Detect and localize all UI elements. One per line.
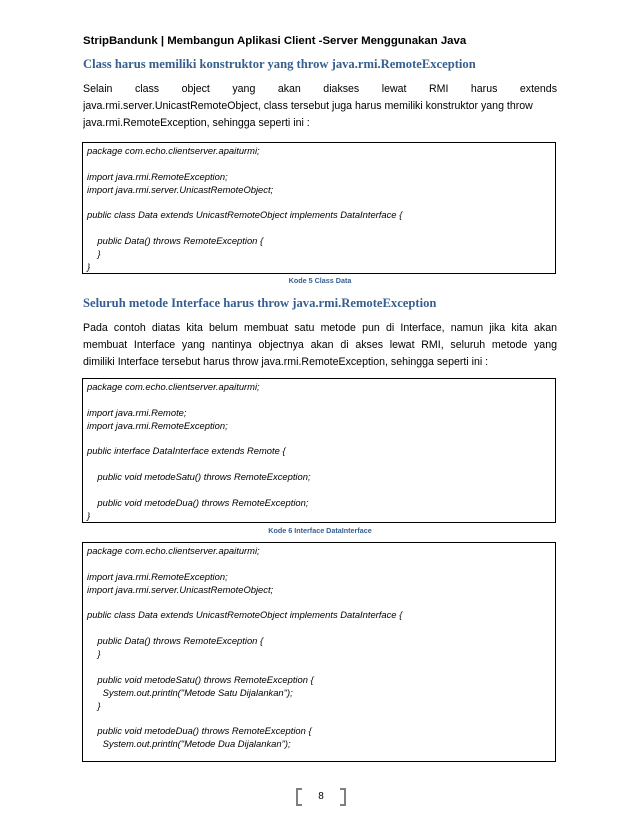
paragraph-line: Selain class object yang akan diakses lewat RMI harus extends [83, 83, 557, 95]
code-line [87, 713, 551, 726]
code-block-class-data [82, 142, 556, 274]
code-line [87, 222, 551, 235]
page-number-value: 8 [318, 791, 324, 802]
paragraph-interface [83, 320, 557, 371]
code-line: public Data() throws RemoteException { [87, 235, 264, 247]
paragraph-constructor [83, 81, 557, 132]
code-line: public class Data extends UnicastRemoteObject implements DataInterface { [87, 609, 403, 621]
page-header: StripBandunk | Membangun Aplikasi Client -Server Menggunakan Java [83, 35, 467, 47]
code-line [87, 622, 551, 635]
code-line [87, 197, 551, 210]
code-line [87, 394, 551, 407]
code-line: } [87, 699, 101, 711]
code-line: package com.echo.clientserver.apaiturmi; [87, 381, 260, 392]
code-block-class-data-full [82, 542, 556, 762]
code-line: public interface DataInterface extends Remote { [87, 445, 286, 457]
code-line: package com.echo.clientserver.apaiturmi; [87, 145, 260, 156]
code-line: public Data() throws RemoteException { [87, 635, 264, 647]
code-line: import java.rmi.server.UnicastRemoteObject; [87, 183, 274, 195]
code-block-data-interface [82, 378, 556, 523]
paragraph-line: membuat Interface yang nantinya objectnya akan di akses lewat RMI, seluruh metode yang [83, 339, 557, 351]
code-line [87, 433, 551, 446]
code-line: System.out.println("Metode Dua Dijalankan"); [87, 738, 291, 750]
code-line: public void metodeDua() throws RemoteException; [87, 497, 309, 509]
code-line: public class Data extends UnicastRemoteObject implements DataInterface { [87, 209, 403, 221]
code-line: package com.echo.clientserver.apaiturmi; [87, 545, 260, 556]
section-heading-interface: Seluruh metode Interface harus throw java.rmi.RemoteException [83, 296, 437, 310]
code-line [87, 458, 551, 471]
paragraph-line: dimiliki Interface tersebut harus throw java.rmi.RemoteException, sehingga seperti ini : [83, 356, 489, 368]
code-line: public void metodeSatu() throws RemoteException { [87, 673, 314, 685]
code-line: } [87, 248, 101, 260]
code-line: } [87, 509, 91, 521]
section-heading-constructor: Class harus memiliki konstruktor yang throw java.rmi.RemoteException [83, 57, 476, 71]
code-line: } [87, 648, 101, 660]
code-line [87, 661, 551, 674]
code-line [87, 597, 551, 610]
right-bracket-icon [340, 788, 346, 806]
code-line: import java.rmi.Remote; [87, 406, 187, 418]
code-line: public void metodeDua() throws RemoteException { [87, 725, 312, 737]
paragraph-line: java.rmi.server.UnicastRemoteObject, class tersebut juga harus memiliki konstruktor yang throw [83, 100, 533, 112]
code-line [87, 158, 551, 171]
code-line: System.out.println("Metode Satu Dijalankan"); [87, 686, 293, 698]
code-line: import java.rmi.RemoteException; [87, 419, 228, 431]
code-line [87, 484, 551, 497]
code-line: public void metodeSatu() throws RemoteException; [87, 471, 311, 483]
paragraph-line: java.rmi.RemoteException, sehingga seperti ini : [83, 117, 310, 129]
code-caption-6: Kode 6 Interface DataInterface [268, 526, 372, 535]
page-number [296, 788, 346, 808]
code-line: import java.rmi.RemoteException; [87, 570, 228, 582]
paragraph-line: Pada contoh diatas kita belum membuat satu metode pun di Interface, namun jika kita akan [83, 322, 557, 334]
code-line: import java.rmi.RemoteException; [87, 170, 228, 182]
code-caption-5: Kode 5 Class Data [288, 276, 352, 285]
code-line [87, 558, 551, 571]
code-line: import java.rmi.server.UnicastRemoteObject; [87, 583, 274, 595]
code-line: } [87, 261, 91, 273]
